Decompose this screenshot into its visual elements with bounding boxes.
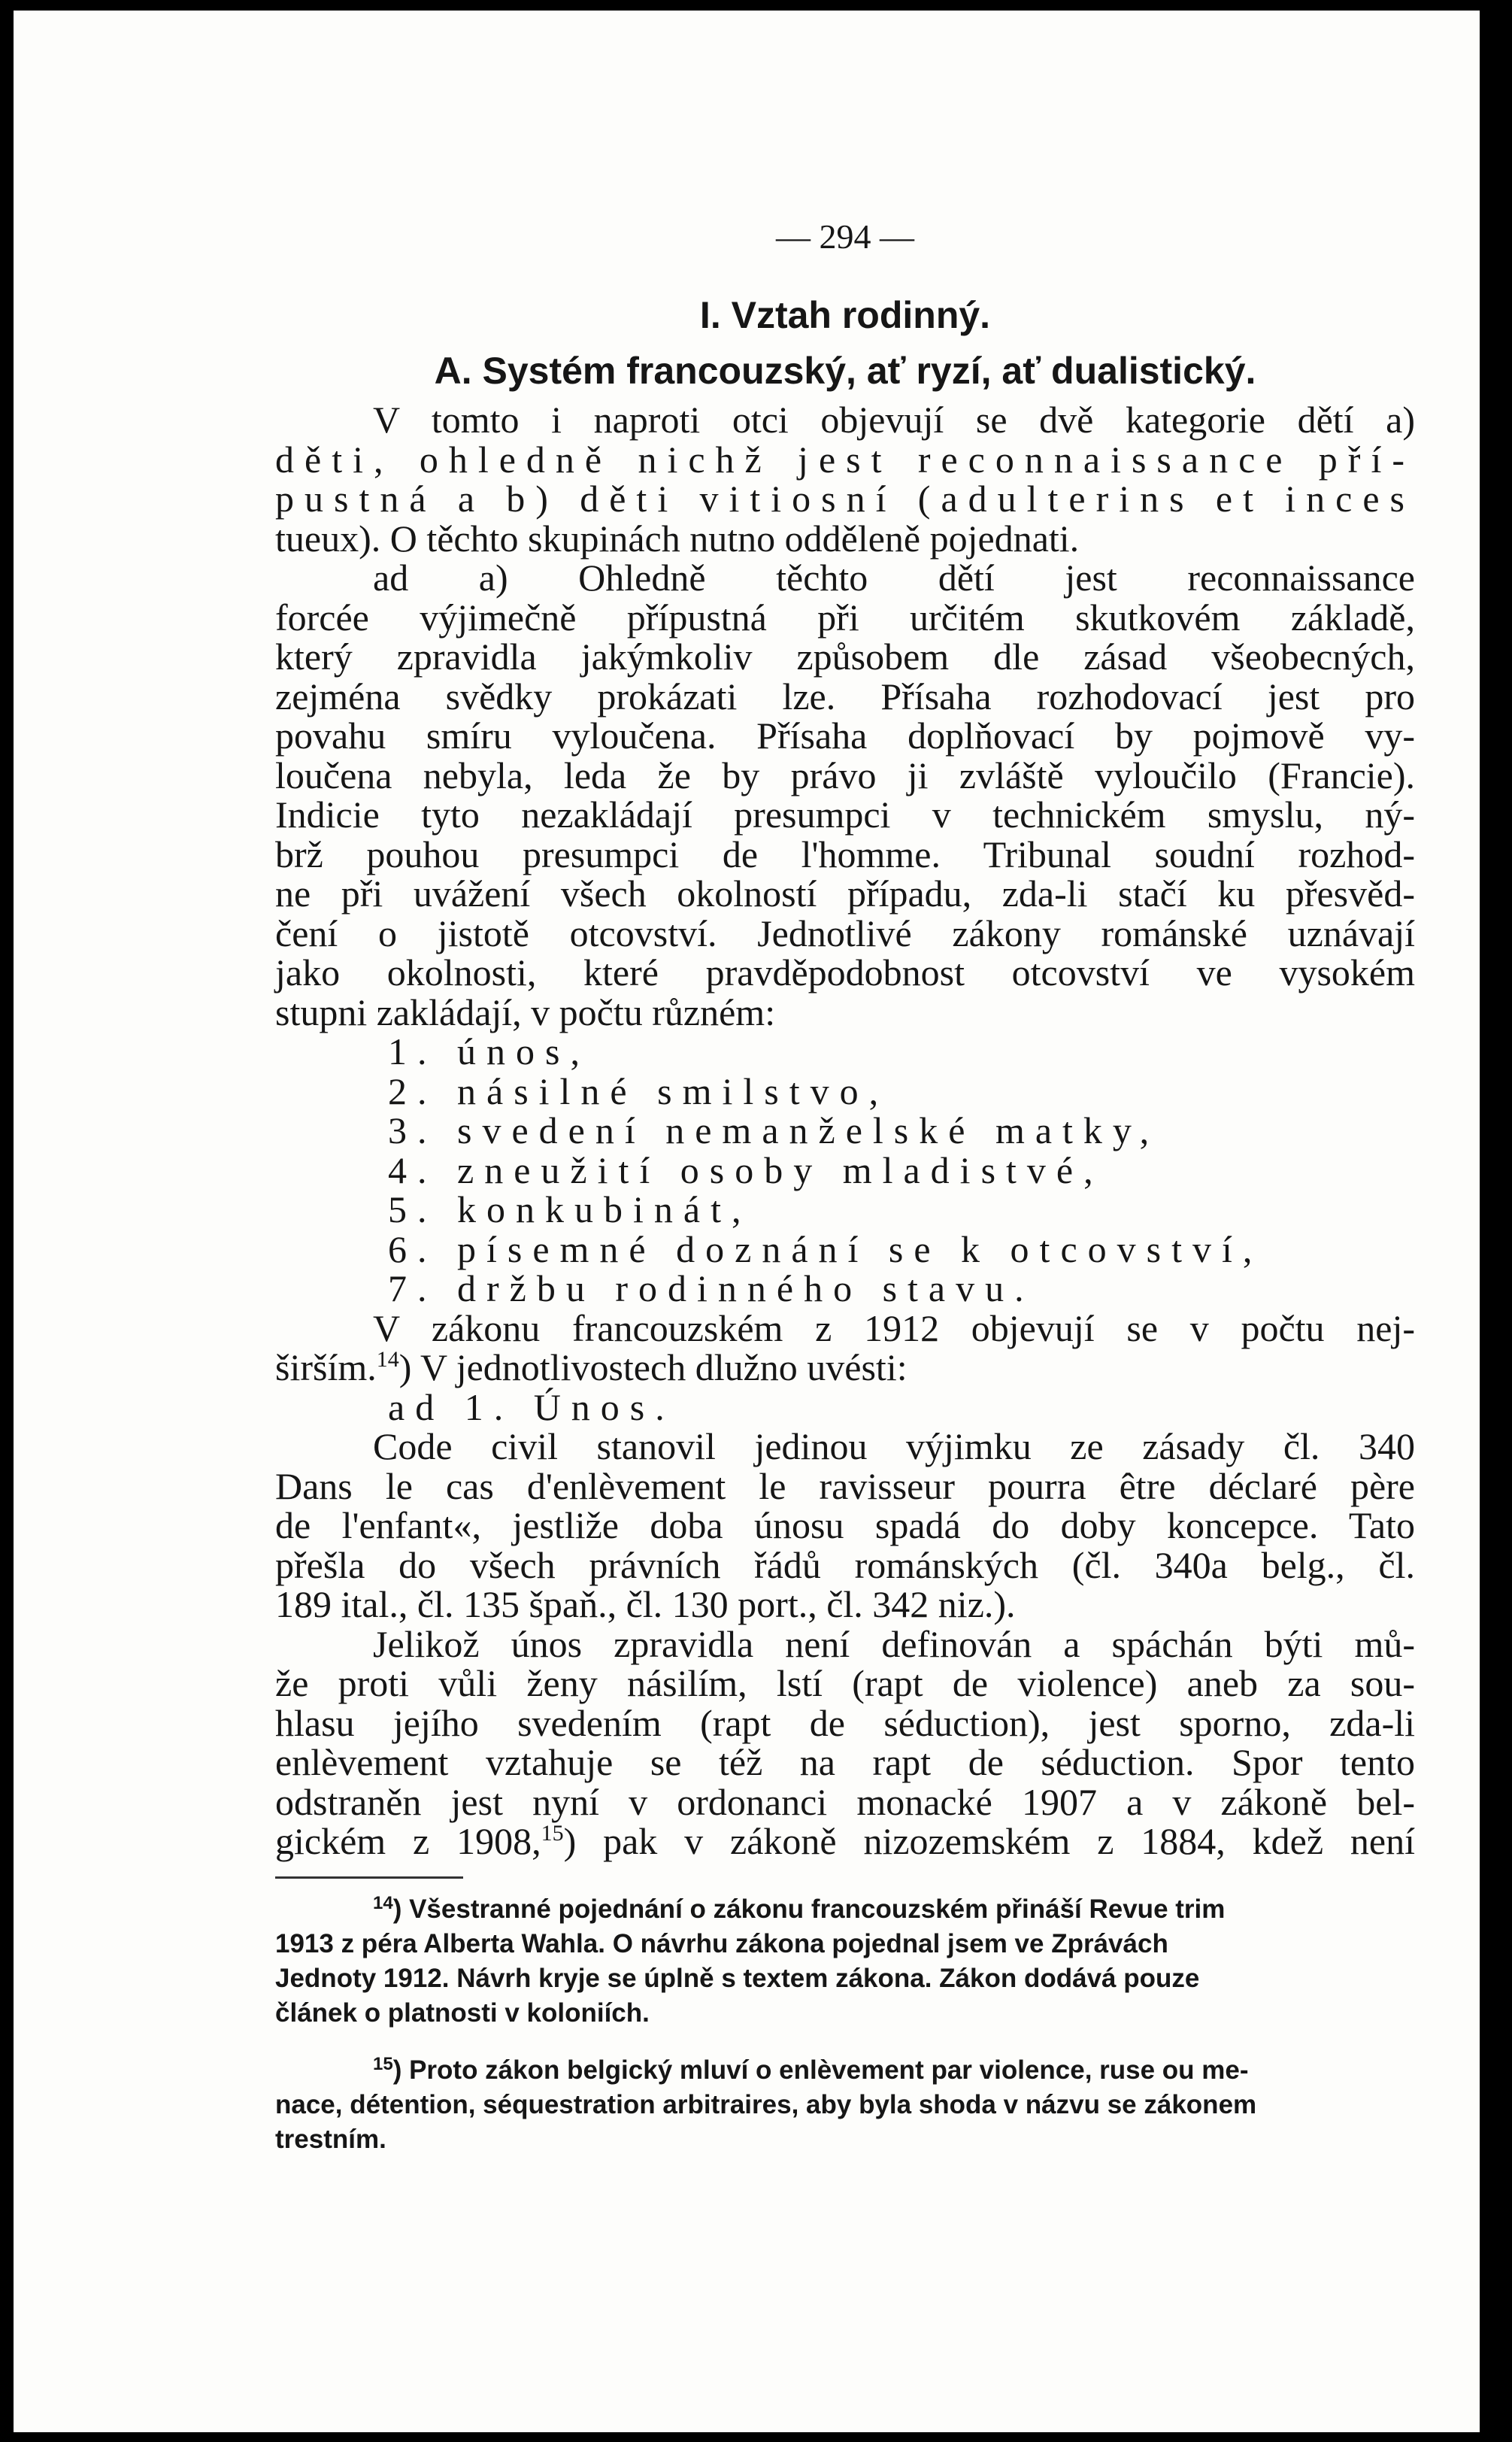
text-line: zejména svědky prokázati lze. Přísaha rozhodovací jest pro xyxy=(275,675,1415,717)
text-line: povahu smíru vyloučena. Přísaha doplňovací by pojmově vy- xyxy=(275,714,1415,757)
footnote-ref: 15 xyxy=(541,1821,564,1846)
text-line: V zákonu francouzském z 1912 objevují se v počtu nej- xyxy=(373,1306,1415,1349)
list-item: 5. konkubinát, xyxy=(388,1188,752,1230)
text-line: Indicie tyto nezakládají presumpci v technickém smyslu, ný- xyxy=(275,793,1415,836)
list-item: 4. zneužití osoby mladistvé, xyxy=(388,1148,1104,1191)
list-item: 1. únos, xyxy=(388,1030,590,1072)
paragraph-code-civil xyxy=(275,1427,1415,1624)
footnote-line: Jednoty 1912. Návrh kryje se úplně s textem zákona. Zákon dodává pouze xyxy=(275,1963,1200,1993)
text-line: ad a) Ohledně těchto dětí jest reconnaissance xyxy=(373,557,1415,599)
subheading-unos: ad 1. Únos. xyxy=(388,1385,675,1428)
paragraph-french-law xyxy=(275,1306,1415,1388)
circumstance-list xyxy=(275,1032,1415,1309)
text-line: který zpravidla jakýmkoliv způsobem dle zásad všeobecných, xyxy=(275,636,1415,678)
list-item: 7. držbu rodinného stavu. xyxy=(388,1267,1035,1309)
list-item: 2. násilné smilstvo, xyxy=(388,1069,889,1112)
text-line: 189 ital., čl. 135 špaň., čl. 130 port., čl. 342 niz.). xyxy=(275,1583,1016,1625)
page-number: — 294 — xyxy=(776,217,914,256)
footnote-line: nace, détention, séquestration arbitraires, aby byla shoda v názvu se zákonem xyxy=(275,2089,1257,2119)
footnote-line: článek o platnosti v koloniích. xyxy=(275,1998,650,2028)
subsection-heading: A. Systém francouzský, ať ryzí, ať dualistický. xyxy=(434,350,1256,392)
text-line: Code civil stanovil jedinou výjimku ze zásady čl. 340 xyxy=(373,1425,1415,1467)
text-line: ne při uvážení všech okolností případu, zda-li stačí ku přesvěd- xyxy=(275,872,1415,915)
text-line: odstraněn jest nyní v ordonanci monacké 1907 a v zákoně bel- xyxy=(275,1780,1415,1823)
text-line: pustná a b) děti vitiosní (adulterins et inces xyxy=(275,478,1415,520)
text-line: tueux). O těchto skupinách nutno odděleně pojednati. xyxy=(275,517,1080,560)
list-item: 6. písemné doznání se k otcovství, xyxy=(388,1227,1263,1270)
text-span: ) Všestranné pojednání o zákonu francouzském přináší Revue trim xyxy=(392,1894,1226,1924)
text-line: de l'enfant«, jestliže doba únosu spadá do doby koncepce. Tato xyxy=(275,1504,1415,1546)
text-line: Jelikož únos zpravidla není definován a spáchán býti mů- xyxy=(373,1622,1415,1665)
section-heading: I. Vztah rodinný. xyxy=(699,294,991,336)
paragraph-definition xyxy=(275,1624,1415,1861)
page-content xyxy=(275,212,1415,2157)
text-line: forcée výjimečně přípustná při určitém skutkovém základě, xyxy=(275,596,1415,639)
text-line: děti, ohledně nichž jest reconnaissance pří- xyxy=(275,438,1415,481)
footnote-line xyxy=(275,2053,1415,2088)
footnote-line: 1913 z péra Alberta Wahla. O návrhu zákona pojednal jsem ve Zprávách xyxy=(275,1928,1168,1958)
footnote-line: trestním. xyxy=(275,2124,386,2154)
paragraph-reconnaissance xyxy=(275,558,1415,1032)
footnote-divider xyxy=(275,1876,463,1879)
text-span: širším. xyxy=(275,1346,377,1388)
text-line: Dans le cas d'enlèvement le ravisseur pourra être déclaré père xyxy=(275,1464,1415,1507)
paragraph-categories xyxy=(275,400,1415,558)
footnote-14 xyxy=(275,1892,1415,2031)
text-line: přešla do všech právních řádů románských (čl. 340a belg., čl. xyxy=(275,1543,1415,1586)
list-item: 3. svedení nemanželské matky, xyxy=(388,1109,1160,1151)
footnote-15 xyxy=(275,2053,1415,2157)
text-line: čení o jistotě otcovství. Jednotlivé zákony románské uznávají xyxy=(275,912,1415,954)
text-line: loučena nebyla, leda že by právo ji zvláště vyloučilo (Francie). xyxy=(275,754,1415,796)
text-span: gickém z 1908, xyxy=(275,1820,541,1862)
footnote-mark: 15 xyxy=(373,2053,393,2074)
text-line: V tomto i naproti otci objevují se dvě kategorie dětí a) xyxy=(373,399,1415,441)
text-line: jako okolnosti, které pravděpodobnost otcovství ve vysokém xyxy=(275,951,1415,993)
footnote-line xyxy=(275,1892,1415,1927)
text-line: enlèvement vztahuje se též na rapt de séduction. Spor tento xyxy=(275,1741,1415,1783)
footnote-ref: 14 xyxy=(376,1347,399,1372)
text-line: brž pouhou presumpci de l'homme. Tribunal soudní rozhod- xyxy=(275,833,1415,875)
book-page xyxy=(14,11,1480,2432)
text-line xyxy=(275,1822,1415,1861)
footnote-mark: 14 xyxy=(373,1892,393,1913)
text-line xyxy=(275,1348,1415,1388)
text-line: stupni zakládají, v počtu různém: xyxy=(275,990,776,1033)
text-span: ) Proto zákon belgický mluví o enlèvement par violence, ruse ou me- xyxy=(392,2055,1249,2085)
text-line: že proti vůli ženy násilím, lstí (rapt de violence) aneb za sou- xyxy=(275,1662,1415,1704)
text-span: ) pak v zákoně nizozemském z 1884, kdež není xyxy=(563,1820,1415,1862)
text-span: ) V jednotlivostech dlužno uvésti: xyxy=(398,1346,908,1388)
text-line: hlasu jejího svedením (rapt de séduction), jest sporno, zda-li xyxy=(275,1701,1415,1744)
